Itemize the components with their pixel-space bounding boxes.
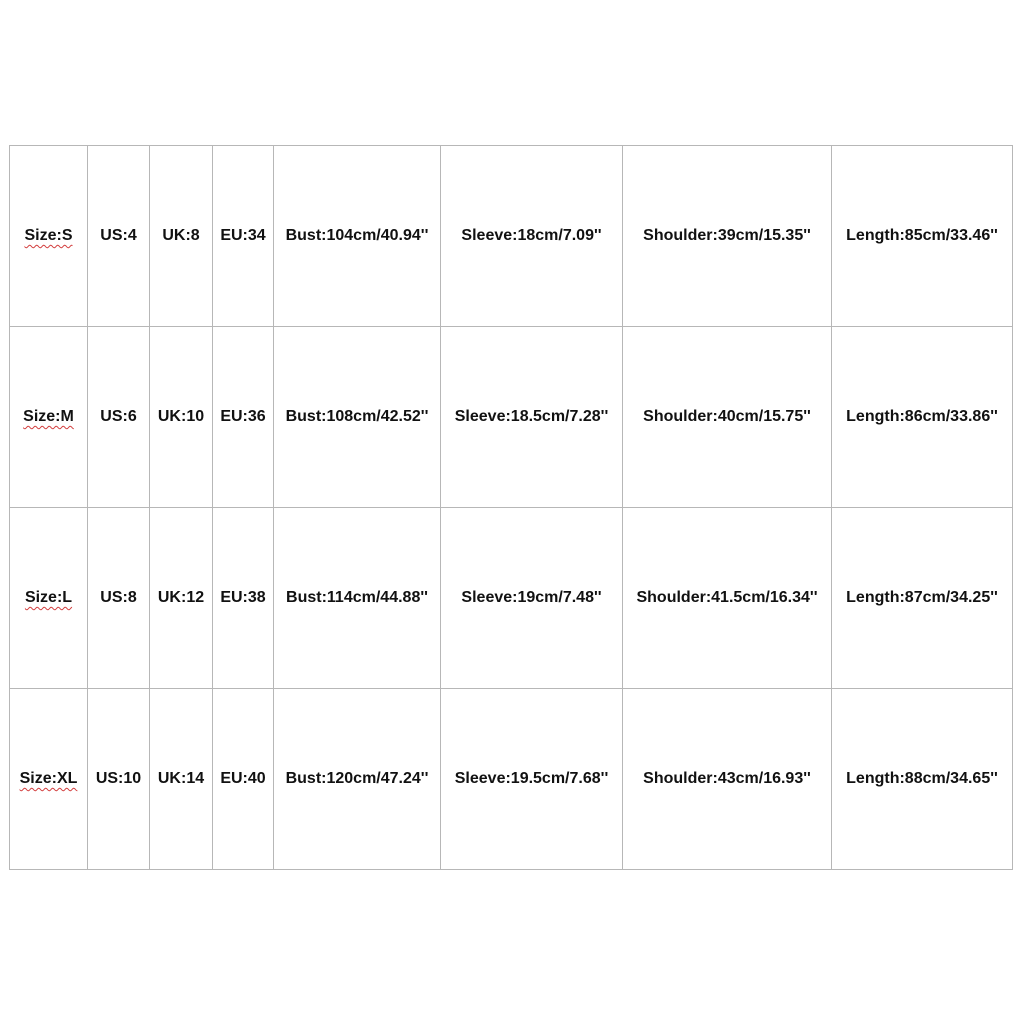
shoulder-cell: Shoulder:39cm/15.35'': [623, 146, 832, 327]
eu-size-cell: EU:38: [213, 508, 274, 689]
shoulder-cell: Shoulder:43cm/16.93'': [623, 689, 832, 870]
bust-cell: Bust:108cm/42.52'': [274, 327, 441, 508]
table-row: [10, 146, 1013, 327]
eu-size-cell: EU:36: [213, 327, 274, 508]
size-chart-table: [9, 145, 1013, 870]
uk-size-cell: UK:10: [150, 327, 213, 508]
shoulder-cell: Shoulder:40cm/15.75'': [623, 327, 832, 508]
size-cell: Size:XL: [10, 689, 88, 870]
uk-size-cell: UK:14: [150, 689, 213, 870]
uk-size-cell: UK:12: [150, 508, 213, 689]
us-size-cell: US:10: [88, 689, 150, 870]
table-row: [10, 508, 1013, 689]
table-row: [10, 689, 1013, 870]
length-cell: Length:87cm/34.25'': [832, 508, 1013, 689]
bust-cell: Bust:114cm/44.88'': [274, 508, 441, 689]
sleeve-cell: Sleeve:18.5cm/7.28'': [441, 327, 623, 508]
us-size-cell: US:4: [88, 146, 150, 327]
table-row: [10, 327, 1013, 508]
shoulder-cell: Shoulder:41.5cm/16.34'': [623, 508, 832, 689]
size-cell: Size:M: [10, 327, 88, 508]
sleeve-cell: Sleeve:19cm/7.48'': [441, 508, 623, 689]
us-size-cell: US:8: [88, 508, 150, 689]
sleeve-cell: Sleeve:18cm/7.09'': [441, 146, 623, 327]
uk-size-cell: UK:8: [150, 146, 213, 327]
length-cell: Length:85cm/33.46'': [832, 146, 1013, 327]
length-cell: Length:88cm/34.65'': [832, 689, 1013, 870]
bust-cell: Bust:104cm/40.94'': [274, 146, 441, 327]
eu-size-cell: EU:40: [213, 689, 274, 870]
bust-cell: Bust:120cm/47.24'': [274, 689, 441, 870]
eu-size-cell: EU:34: [213, 146, 274, 327]
sleeve-cell: Sleeve:19.5cm/7.68'': [441, 689, 623, 870]
size-cell: Size:S: [10, 146, 88, 327]
length-cell: Length:86cm/33.86'': [832, 327, 1013, 508]
size-cell: Size:L: [10, 508, 88, 689]
us-size-cell: US:6: [88, 327, 150, 508]
